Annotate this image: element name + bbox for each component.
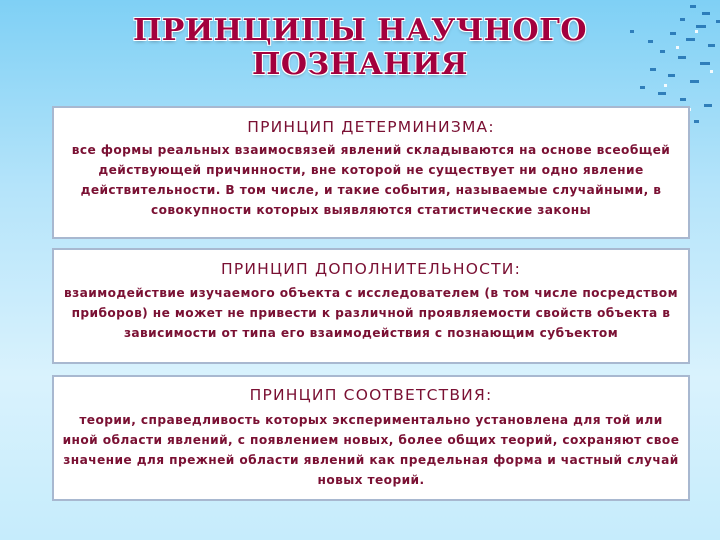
principle-text: теории, справедливость которых экспериментально установлена для той или иной области явлений, с появлением новых, более общих теорий, сохраняют свое значение для прежней области явлений как предельная форма и частный случай новых теорий.	[62, 413, 680, 487]
principle-heading: ПРИНЦИП ДЕТЕРМИНИЗМА:	[247, 118, 495, 136]
page-title	[0, 14, 720, 82]
principle-card-complementarity	[52, 248, 690, 364]
principle-card-determinism	[52, 106, 690, 239]
principle-text: взаимодействие изучаемого объекта с исследователем (в том числе посредством приборов) не может не привести к различной проявляемости свойств объекта в зависимости от типа его взаимодействия с познающим субъектом	[64, 286, 678, 340]
principle-card-correspondence	[52, 375, 690, 501]
principle-heading: ПРИНЦИП СООТВЕТСТВИЯ:	[249, 386, 493, 404]
page-title-line-2: ПОЗНАНИЯ	[251, 47, 469, 82]
page-title-line-1: ПРИНЦИПЫ НАУЧНОГО	[132, 13, 588, 48]
principle-text: все формы реальных взаимосвязей явлений складываются на основе всеобщей действующей причинности, вне которой не существует ни одно явление действительности. В том числе, и такие события, называемые случайными, в совокупности которых выявляются статистические законы	[71, 143, 671, 217]
principle-heading: ПРИНЦИП ДОПОЛНИТЕЛЬНОСТИ:	[220, 260, 522, 278]
